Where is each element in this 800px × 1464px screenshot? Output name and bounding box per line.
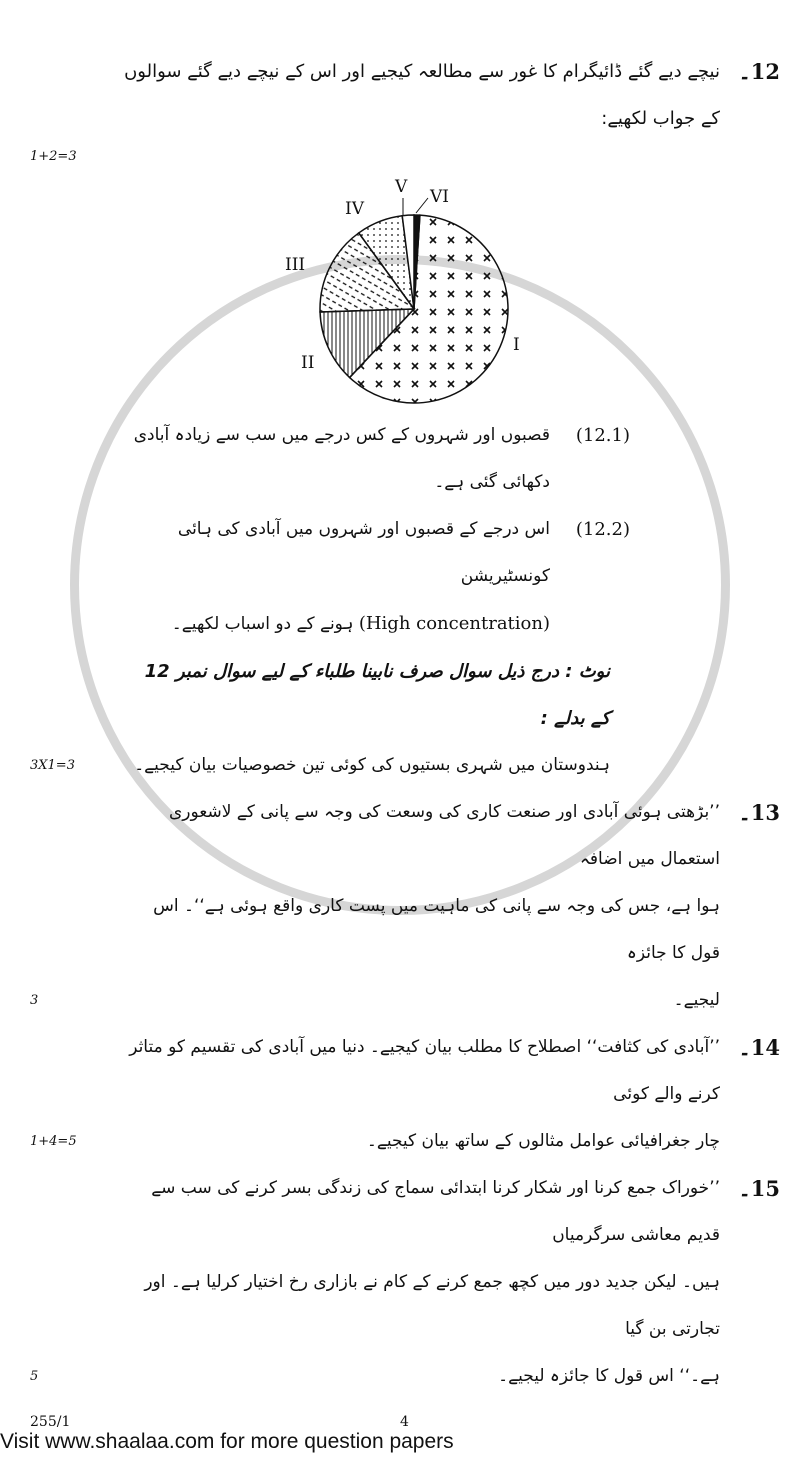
pie-chart [275, 172, 535, 412]
pie-label-VI: VI [430, 187, 449, 207]
question-15-line-1: ’’خوراک جمع کرنا اور شکار کرنا ابتدائی سماج کی زندگی بسر کرنے کی سب سے قدیم معاشی سرگرمیاں [151, 1178, 720, 1245]
question-12 [30, 48, 780, 142]
sub-question-12-1 [30, 412, 780, 506]
question-13 [30, 789, 780, 1024]
pie-leader-VI [416, 198, 428, 213]
question-14 [30, 1024, 780, 1165]
alt-question-marks: 3X1=3 [30, 758, 75, 773]
question-15-text [120, 1165, 720, 1400]
question-12-marks-row [30, 142, 780, 172]
question-15-line-2: ہیں۔ لیکن جدید دور میں کچھ جمع کرنے کے کام نے بازاری رخ اختیار کرلیا ہے۔ اور تجارتی بن گیا [144, 1272, 720, 1339]
question-13-line-3: لیجیے۔ [673, 990, 720, 1010]
question-14-line-1: ’’آبادی کی کثافت‘‘ اصطلاح کا مطلب بیان کیجیے۔ دنیا میں آبادی کی تقسیم کو متاثر کرنے والے کوئی [129, 1037, 720, 1104]
pie-label-I: I [513, 335, 520, 355]
sub-question-12-2 [30, 506, 780, 648]
question-number-13: 13۔ [738, 800, 780, 825]
sub-question-12-2-body [120, 506, 550, 648]
question-13-line-1: ’’بڑھتی ہوئی آبادی اور صنعت کاری کی وسعت کی وجہ سے پانی کے لاشعوری استعمال میں اضافہ [168, 802, 720, 869]
question-15 [30, 1165, 780, 1400]
alt-question-text: ہندوستان میں شہری بستیوں کی کوئی تین خصوصیات بیان کیجیے۔ [134, 755, 610, 775]
paper-code: 255/1 [30, 1414, 71, 1430]
question-14-line-2: چار جغرافیائی عوامل مثالوں کے ساتھ بیان کیجیے۔ [366, 1131, 720, 1151]
question-number-14: 14۔ [738, 1035, 780, 1060]
question-12-marks: 1+2=3 [30, 149, 77, 164]
sub-question-12-1-number: (12.1) [575, 425, 630, 446]
question-13-text [120, 789, 720, 1024]
pie-label-III: III [285, 255, 306, 275]
page-number: 4 [400, 1414, 409, 1430]
alt-question [30, 742, 780, 789]
sub-question-12-2-english: (High concentration) [358, 613, 550, 634]
question-13-marks: 3 [30, 993, 39, 1008]
sub-question-12-1-text: قصبوں اور شہروں کے کس درجے میں سب سے زیادہ آبادی دکھائی گئی ہے۔ [133, 425, 550, 492]
question-12-text: نیچے دیے گئے ڈائیگرام کا غور سے مطالعہ کیجیے اور اس کے نیچے دیے گئے سوالوں کے جواب لکھیے: [124, 61, 720, 129]
question-13-line-2: ہوا ہے، جس کی وجہ سے پانی کی ماہیت میں پست کاری واقع ہوئی ہے‘‘۔ اس قول کا جائزہ [153, 896, 720, 963]
pie-label-II: II [301, 353, 315, 373]
question-15-marks: 5 [30, 1369, 39, 1384]
pie-label-V: V [395, 177, 408, 197]
footer-meta [30, 1414, 780, 1430]
question-number-12: 12۔ [738, 59, 780, 84]
footer-link[interactable]: Visit www.shaalaa.com for more question papers [0, 1430, 454, 1453]
sub-question-12-2-text: ہونے کے دو اسباب لکھیے۔ [171, 614, 354, 634]
question-14-marks: 1+4=5 [30, 1134, 77, 1149]
sub-question-12-2-line1: اس درجے کے قصبوں اور شہروں میں آبادی کی ہائی کونسٹیریشن [177, 519, 550, 586]
question-14-text [120, 1024, 720, 1165]
blind-students-note: نوٹ : درج ذیل سوال صرف نابینا طلباء کے لیے سوال نمبر 12 کے بدلے : [144, 661, 610, 729]
question-number-15: 15۔ [738, 1176, 780, 1201]
blind-students-note-row [30, 648, 780, 742]
question-15-line-3: ہے۔‘‘ اس قول کا جائزہ لیجیے۔ [498, 1366, 720, 1386]
sub-question-12-2-line2 [120, 600, 550, 648]
pie-label-IV: IV [345, 199, 364, 219]
sub-question-12-2-number: (12.2) [575, 519, 630, 540]
